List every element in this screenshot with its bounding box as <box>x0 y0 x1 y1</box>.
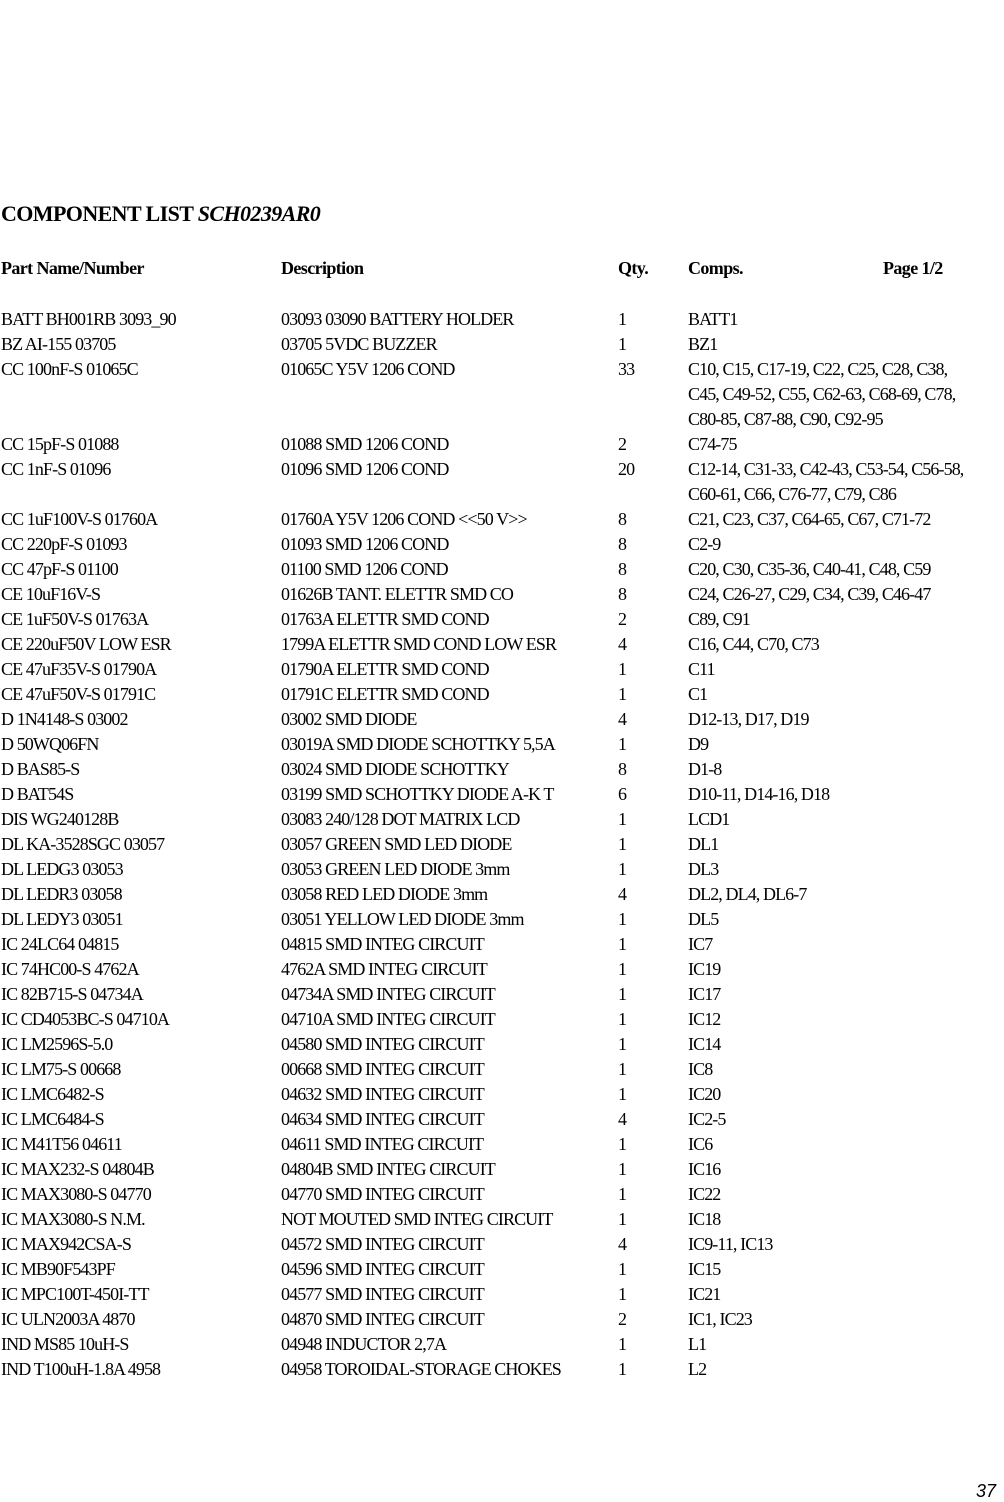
part-quantity: 1 <box>618 659 627 679</box>
part-quantity: 4 <box>618 884 627 904</box>
designator-line: IC1, IC23 <box>688 1309 752 1329</box>
part-name: DL KA-3528SGC 03057 <box>1 834 165 854</box>
part-description: 03083 240/128 DOT MATRIX LCD <box>281 809 520 829</box>
header-part-name: Part Name/Number <box>1 258 144 278</box>
part-quantity: 1 <box>618 1284 627 1304</box>
designator-line: C12-14, C31-33, C42-43, C53-54, C56-58, <box>688 459 964 479</box>
component-designators <box>688 1257 720 1282</box>
component-row <box>0 357 1004 432</box>
part-quantity: 1 <box>618 334 627 354</box>
part-quantity: 1 <box>618 1009 627 1029</box>
part-quantity: 4 <box>618 1234 627 1254</box>
title-text: COMPONENT LIST <box>1 201 198 226</box>
part-name: IC M41T56 04611 <box>1 1134 122 1154</box>
part-description: 01100 SMD 1206 COND <box>281 559 448 579</box>
part-description: 01088 SMD 1206 COND <box>281 434 449 454</box>
component-designators <box>688 557 930 582</box>
part-name: CE 10uF16V-S <box>1 584 101 604</box>
part-quantity: 2 <box>618 434 627 454</box>
component-designators <box>688 832 718 857</box>
component-row <box>0 757 1004 782</box>
component-designators <box>688 532 720 557</box>
part-name: CC 47pF-S 01100 <box>1 559 118 579</box>
part-description: 03019A SMD DIODE SCHOTTKY 5,5A <box>281 734 555 754</box>
part-description: 01096 SMD 1206 COND <box>281 459 449 479</box>
part-description: 01763A ELETTR SMD COND <box>281 609 489 629</box>
part-description: 01790A ELETTR SMD COND <box>281 659 489 679</box>
part-quantity: 1 <box>618 734 627 754</box>
designator-line: DL5 <box>688 909 719 929</box>
part-description: 04815 SMD INTEG CIRCUIT <box>281 934 484 954</box>
part-name: BATT BH001RB 3093_90 <box>1 309 176 329</box>
designator-line: C11 <box>688 659 715 679</box>
designator-line: C21, C23, C37, C64-65, C67, C71-72 <box>688 509 931 529</box>
component-row <box>0 1132 1004 1157</box>
part-name: IC MPC100T-450I-TT <box>1 1284 149 1304</box>
component-designators <box>688 332 717 357</box>
designator-line: LCD1 <box>688 809 730 829</box>
designator-line: D12-13, D17, D19 <box>688 709 809 729</box>
part-name: IC MAX3080-S 04770 <box>1 1184 151 1204</box>
part-description: 04770 SMD INTEG CIRCUIT <box>281 1184 484 1204</box>
schematic-code: SCH0239AR0 <box>197 201 321 226</box>
part-name: IC LMC6484-S <box>1 1109 104 1129</box>
designator-line: IC7 <box>688 934 713 954</box>
part-name: DIS WG240128B <box>1 809 119 829</box>
part-quantity: 8 <box>618 559 627 579</box>
component-row <box>0 1207 1004 1232</box>
component-row <box>0 857 1004 882</box>
component-designators <box>688 1157 720 1182</box>
component-designators <box>688 707 809 732</box>
part-name: IND T100uH-1.8A 4958 <box>1 1359 161 1379</box>
part-description: 01626B TANT. ELETTR SMD CO <box>281 584 513 604</box>
part-description: 01760A Y5V 1206 COND <<50 V>> <box>281 509 527 529</box>
part-name: CC 15pF-S 01088 <box>1 434 119 454</box>
component-list <box>0 307 1004 1382</box>
component-row <box>0 1282 1004 1307</box>
component-row <box>0 1082 1004 1107</box>
designator-line: DL2, DL4, DL6-7 <box>688 884 807 904</box>
part-quantity: 1 <box>618 859 627 879</box>
designator-line: C74-75 <box>688 434 737 454</box>
designator-line: DL1 <box>688 834 719 854</box>
page-number: 37 <box>975 1481 996 1501</box>
part-quantity: 2 <box>618 1309 627 1329</box>
part-quantity: 1 <box>618 1084 627 1104</box>
part-name: CC 220pF-S 01093 <box>1 534 127 554</box>
component-row <box>0 332 1004 357</box>
part-name: DL LEDG3 03053 <box>1 859 123 879</box>
component-designators <box>688 457 963 507</box>
component-row <box>0 1232 1004 1257</box>
component-row <box>0 582 1004 607</box>
part-quantity: 1 <box>618 1209 627 1229</box>
component-designators <box>688 632 819 657</box>
component-designators <box>688 1007 720 1032</box>
part-name: IND MS85 10uH-S <box>1 1334 129 1354</box>
part-description: 04804B SMD INTEG CIRCUIT <box>281 1159 495 1179</box>
component-row <box>0 932 1004 957</box>
part-description: 04948 INDUCTOR 2,7A <box>281 1334 447 1354</box>
designator-line: IC17 <box>688 984 721 1004</box>
part-quantity: 8 <box>618 759 627 779</box>
component-row <box>0 782 1004 807</box>
component-row <box>0 1332 1004 1357</box>
component-row <box>0 557 1004 582</box>
part-name: CE 220uF50V LOW ESR <box>1 634 171 654</box>
component-designators <box>688 1332 706 1357</box>
part-name: D BAT54S <box>1 784 74 804</box>
designator-line: IC2-5 <box>688 1109 726 1129</box>
component-designators <box>688 1182 720 1207</box>
part-name: IC LMC6482-S <box>1 1084 104 1104</box>
part-name: D 50WQ06FN <box>1 734 99 754</box>
designator-line: L1 <box>688 1334 707 1354</box>
part-quantity: 1 <box>618 1034 627 1054</box>
part-description: 04710A SMD INTEG CIRCUIT <box>281 1009 495 1029</box>
component-designators <box>688 782 829 807</box>
part-name: D 1N4148-S 03002 <box>1 709 128 729</box>
component-row <box>0 1057 1004 1082</box>
designator-line: IC22 <box>688 1184 721 1204</box>
component-row <box>0 807 1004 832</box>
designator-line: IC19 <box>688 959 721 979</box>
component-designators <box>688 582 930 607</box>
designator-line: IC8 <box>688 1059 713 1079</box>
component-designators <box>688 1132 712 1157</box>
part-name: D BAS85-S <box>1 759 80 779</box>
part-description: 01093 SMD 1206 COND <box>281 534 449 554</box>
part-quantity: 1 <box>618 1159 627 1179</box>
designator-line: C60-61, C66, C76-77, C79, C86 <box>688 484 896 504</box>
component-row <box>0 432 1004 457</box>
part-name: CE 47uF35V-S 01790A <box>1 659 157 679</box>
designator-line: IC6 <box>688 1134 713 1154</box>
component-designators <box>688 1082 720 1107</box>
part-description: 04577 SMD INTEG CIRCUIT <box>281 1284 484 1304</box>
part-name: CC 1nF-S 01096 <box>1 459 111 479</box>
component-designators <box>688 932 712 957</box>
part-name: CE 1uF50V-S 01763A <box>1 609 149 629</box>
part-description: 04634 SMD INTEG CIRCUIT <box>281 1109 484 1129</box>
component-designators <box>688 1057 712 1082</box>
designator-line: D1-8 <box>688 759 722 779</box>
component-designators <box>688 732 708 757</box>
header-page-indicator: Page 1/2 <box>883 258 943 278</box>
part-quantity: 1 <box>618 909 627 929</box>
designator-line: C20, C30, C35-36, C40-41, C48, C59 <box>688 559 931 579</box>
component-row <box>0 1032 1004 1057</box>
component-row <box>0 1357 1004 1382</box>
component-designators <box>688 607 750 632</box>
part-name: CC 100nF-S 01065C <box>1 359 138 379</box>
component-row <box>0 607 1004 632</box>
component-designators <box>688 1032 720 1057</box>
designator-line: C16, C44, C70, C73 <box>688 634 819 654</box>
part-description: 04596 SMD INTEG CIRCUIT <box>281 1259 484 1279</box>
designator-line: BZ1 <box>688 334 718 354</box>
component-designators <box>688 432 737 457</box>
component-row <box>0 707 1004 732</box>
part-quantity: 1 <box>618 1334 627 1354</box>
component-designators <box>688 1357 706 1382</box>
part-quantity: 1 <box>618 934 627 954</box>
designator-line: C2-9 <box>688 534 721 554</box>
component-designators <box>688 882 806 907</box>
component-row <box>0 1007 1004 1032</box>
part-quantity: 4 <box>618 1109 627 1129</box>
part-description: 03051 YELLOW LED DIODE 3mm <box>281 909 524 929</box>
part-description: 01791C ELETTR SMD COND <box>281 684 489 704</box>
component-designators <box>688 307 738 332</box>
designator-line: C24, C26-27, C29, C34, C39, C46-47 <box>688 584 931 604</box>
designator-line: C10, C15, C17-19, C22, C25, C28, C38, <box>688 359 948 379</box>
part-quantity: 4 <box>618 709 627 729</box>
designator-line: L2 <box>688 1359 707 1379</box>
designator-line: DL3 <box>688 859 719 879</box>
part-name: IC MB90F543PF <box>1 1259 115 1279</box>
component-designators <box>688 1207 720 1232</box>
part-name: DL LEDR3 03058 <box>1 884 122 904</box>
part-description: 03093 03090 BATTERY HOLDER <box>281 309 514 329</box>
part-description: NOT MOUTED SMD INTEG CIRCUIT <box>281 1209 553 1229</box>
component-row <box>0 632 1004 657</box>
designator-line: BATT1 <box>688 309 738 329</box>
part-quantity: 1 <box>618 1259 627 1279</box>
part-quantity: 8 <box>618 584 627 604</box>
component-row <box>0 532 1004 557</box>
component-row <box>0 682 1004 707</box>
designator-line: IC21 <box>688 1284 721 1304</box>
part-name: IC 82B715-S 04734A <box>1 984 143 1004</box>
part-description: 03705 5VDC BUZZER <box>281 334 437 354</box>
part-quantity: 2 <box>618 609 627 629</box>
component-designators <box>688 657 715 682</box>
component-row <box>0 732 1004 757</box>
designator-line: D10-11, D14-16, D18 <box>688 784 830 804</box>
component-row <box>0 307 1004 332</box>
part-name: DL LEDY3 03051 <box>1 909 123 929</box>
component-row <box>0 507 1004 532</box>
part-description: 03053 GREEN LED DIODE 3mm <box>281 859 510 879</box>
component-designators <box>688 357 955 432</box>
part-quantity: 1 <box>618 834 627 854</box>
part-quantity: 33 <box>618 359 635 379</box>
header-description: Description <box>281 258 364 278</box>
part-quantity: 1 <box>618 1134 627 1154</box>
designator-line: C89, C91 <box>688 609 750 629</box>
component-designators <box>688 857 718 882</box>
component-row <box>0 1307 1004 1332</box>
designator-line: IC9-11, IC13 <box>688 1234 773 1254</box>
part-description: 04580 SMD INTEG CIRCUIT <box>281 1034 484 1054</box>
component-designators <box>688 907 718 932</box>
component-row <box>0 882 1004 907</box>
designator-line: C80-85, C87-88, C90, C92-95 <box>688 409 883 429</box>
component-row <box>0 1182 1004 1207</box>
component-designators <box>688 807 729 832</box>
designator-line: C1 <box>688 684 708 704</box>
designator-line: C45, C49-52, C55, C62-63, C68-69, C78, <box>688 384 956 404</box>
component-designators <box>688 1107 726 1132</box>
part-description: 1799A ELETTR SMD COND LOW ESR <box>281 634 557 654</box>
part-description: 03024 SMD DIODE SCHOTTKY <box>281 759 509 779</box>
part-quantity: 4 <box>618 634 627 654</box>
designator-line: D9 <box>688 734 709 754</box>
component-designators <box>688 507 930 532</box>
designator-line: IC18 <box>688 1209 721 1229</box>
part-name: IC ULN2003A 4870 <box>1 1309 135 1329</box>
header-comps: Comps. <box>688 258 743 278</box>
part-quantity: 1 <box>618 959 627 979</box>
part-name: IC MAX942CSA-S <box>1 1234 131 1254</box>
component-designators <box>688 1307 752 1332</box>
part-name: IC LM2596S-5.0 <box>1 1034 113 1054</box>
component-row <box>0 457 1004 507</box>
part-quantity: 1 <box>618 809 627 829</box>
part-description: 04632 SMD INTEG CIRCUIT <box>281 1084 484 1104</box>
part-description: 4762A SMD INTEG CIRCUIT <box>281 959 487 979</box>
component-row <box>0 832 1004 857</box>
component-designators <box>688 1282 720 1307</box>
component-row <box>0 907 1004 932</box>
component-designators <box>688 982 720 1007</box>
component-row <box>0 982 1004 1007</box>
designator-line: IC14 <box>688 1034 721 1054</box>
component-designators <box>688 1232 773 1257</box>
part-name: CE 47uF50V-S 01791C <box>1 684 156 704</box>
part-name: IC CD4053BC-S 04710A <box>1 1009 170 1029</box>
header-qty: Qty. <box>618 258 649 278</box>
component-designators <box>688 757 721 782</box>
component-designators <box>688 682 707 707</box>
component-row <box>0 1157 1004 1182</box>
part-name: IC LM75-S 00668 <box>1 1059 121 1079</box>
component-row <box>0 1257 1004 1282</box>
component-row <box>0 1107 1004 1132</box>
part-quantity: 1 <box>618 1359 627 1379</box>
part-quantity: 1 <box>618 309 627 329</box>
designator-line: IC16 <box>688 1159 721 1179</box>
component-row <box>0 657 1004 682</box>
part-description: 00668 SMD INTEG CIRCUIT <box>281 1059 484 1079</box>
part-name: BZ AI-155 03705 <box>1 334 116 354</box>
part-name: IC MAX3080-S N.M. <box>1 1209 145 1229</box>
part-description: 04958 TOROIDAL-STORAGE CHOKES <box>281 1359 561 1379</box>
designator-line: IC15 <box>688 1259 721 1279</box>
part-quantity: 1 <box>618 684 627 704</box>
part-quantity: 1 <box>618 1059 627 1079</box>
part-name: IC MAX232-S 04804B <box>1 1159 154 1179</box>
part-name: IC 74HC00-S 4762A <box>1 959 139 979</box>
part-description: 03057 GREEN SMD LED DIODE <box>281 834 512 854</box>
part-name: IC 24LC64 04815 <box>1 934 119 954</box>
part-description: 04734A SMD INTEG CIRCUIT <box>281 984 495 1004</box>
part-quantity: 8 <box>618 534 627 554</box>
part-quantity: 1 <box>618 984 627 1004</box>
part-quantity: 8 <box>618 509 627 529</box>
part-description: 03002 SMD DIODE <box>281 709 417 729</box>
designator-line: IC20 <box>688 1084 721 1104</box>
part-quantity: 1 <box>618 1184 627 1204</box>
part-description: 04572 SMD INTEG CIRCUIT <box>281 1234 484 1254</box>
document-title <box>1 201 320 227</box>
part-quantity: 6 <box>618 784 627 804</box>
designator-line: IC12 <box>688 1009 721 1029</box>
part-description: 03058 RED LED DIODE 3mm <box>281 884 488 904</box>
part-description: 01065C Y5V 1206 COND <box>281 359 455 379</box>
part-quantity: 20 <box>618 459 635 479</box>
part-description: 04870 SMD INTEG CIRCUIT <box>281 1309 484 1329</box>
part-description: 04611 SMD INTEG CIRCUIT <box>281 1134 484 1154</box>
component-designators <box>688 957 720 982</box>
part-name: CC 1uF100V-S 01760A <box>1 509 158 529</box>
part-description: 03199 SMD SCHOTTKY DIODE A-K T <box>281 784 554 804</box>
component-row <box>0 957 1004 982</box>
